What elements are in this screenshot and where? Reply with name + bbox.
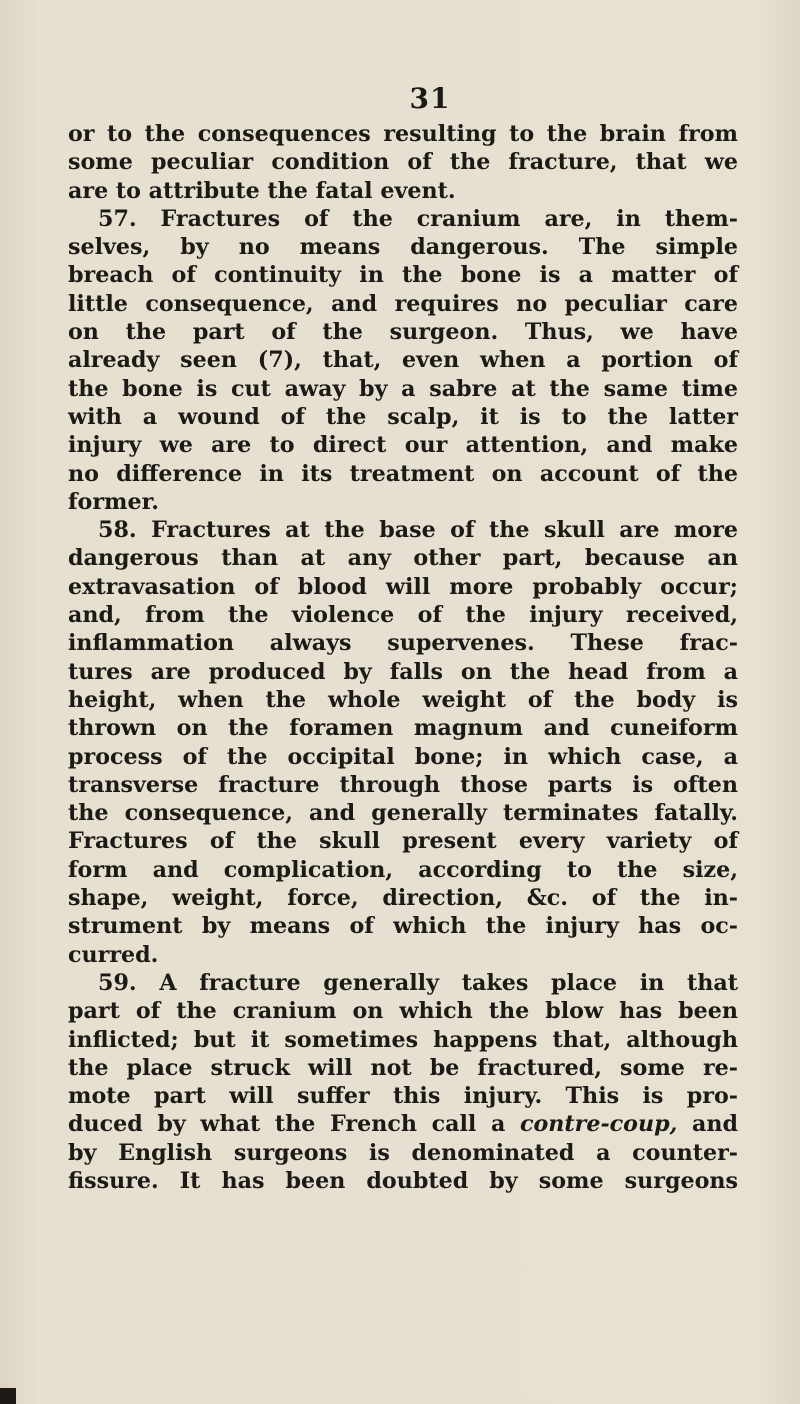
- text-line: extravasation of blood will more probably occur;: [68, 573, 738, 600]
- text-line: mote part will suffer this injury. This is pro-: [68, 1083, 738, 1110]
- text-line: are to attribute the fatal event.: [68, 177, 456, 204]
- text-line: some peculiar condition of the fracture, that we: [68, 149, 738, 176]
- text-line: no difference in its treatment on account of the: [68, 460, 738, 487]
- body-text: [68, 120, 738, 1195]
- scan-corner-mark: [0, 1388, 16, 1404]
- text-line: and, from the violence of the injury received,: [68, 602, 738, 629]
- text-line: with a wound of the scalp, it is to the latter: [68, 403, 738, 430]
- text-segment: duced by what the French call a: [68, 1111, 520, 1138]
- text-line: strument by means of which the injury has oc-: [68, 913, 738, 940]
- text-line: former.: [68, 488, 160, 515]
- text-line: the bone is cut away by a sabre at the same time: [68, 375, 738, 402]
- italic-term: contre-coup,: [519, 1111, 678, 1138]
- text-line: inflicted; but it sometimes happens that, although: [68, 1026, 738, 1053]
- text-line: process of the occipital bone; in which case, a: [68, 743, 738, 770]
- text-line: height, when the whole weight of the body is: [68, 686, 738, 713]
- text-line: tures are produced by falls on the head from a: [68, 658, 738, 685]
- text-line: already seen (7), that, even when a portion of: [68, 347, 738, 374]
- text-line: 57. Fractures of the cranium are, in them-: [98, 205, 738, 232]
- text-line: transverse fracture through those parts is often: [68, 771, 738, 798]
- text-line: 59. A fracture generally takes place in that: [98, 969, 738, 996]
- text-line: Fractures of the skull present every variety of: [68, 828, 738, 855]
- text-line: the consequence, and generally terminates fatally.: [68, 800, 738, 827]
- text-segment: and: [677, 1111, 738, 1138]
- text-line: injury we are to direct our attention, and make: [68, 432, 738, 459]
- text-line: little consequence, and requires no peculiar care: [68, 290, 738, 317]
- text-line: shape, weight, force, direction, &c. of the in-: [68, 885, 738, 912]
- text-line: dangerous than at any other part, because an: [68, 545, 738, 572]
- text-line: 58. Fractures at the base of the skull are more: [98, 517, 738, 544]
- text-line: fissure. It has been doubted by some surgeons: [68, 1167, 738, 1194]
- text-line: by English surgeons is denominated a counter-: [68, 1139, 738, 1166]
- text-line: curred.: [68, 941, 159, 968]
- text-line: thrown on the foramen magnum and cuneiform: [68, 715, 738, 742]
- page-number: 31: [409, 82, 451, 115]
- text-line: breach of continuity in the bone is a matter of: [68, 262, 738, 289]
- text-line: on the part of the surgeon. Thus, we have: [68, 319, 738, 346]
- text-line: [68, 1110, 738, 1138]
- text-line: form and complication, according to the size,: [68, 856, 738, 883]
- text-line: inflammation always supervenes. These frac-: [68, 630, 738, 657]
- text-line: the place struck will not be fractured, some re-: [68, 1054, 738, 1081]
- text-line: or to the consequences resulting to the brain from: [68, 121, 738, 147]
- text-line: part of the cranium on which the blow has been: [68, 998, 738, 1025]
- text-line: selves, by no means dangerous. The simple: [68, 234, 738, 261]
